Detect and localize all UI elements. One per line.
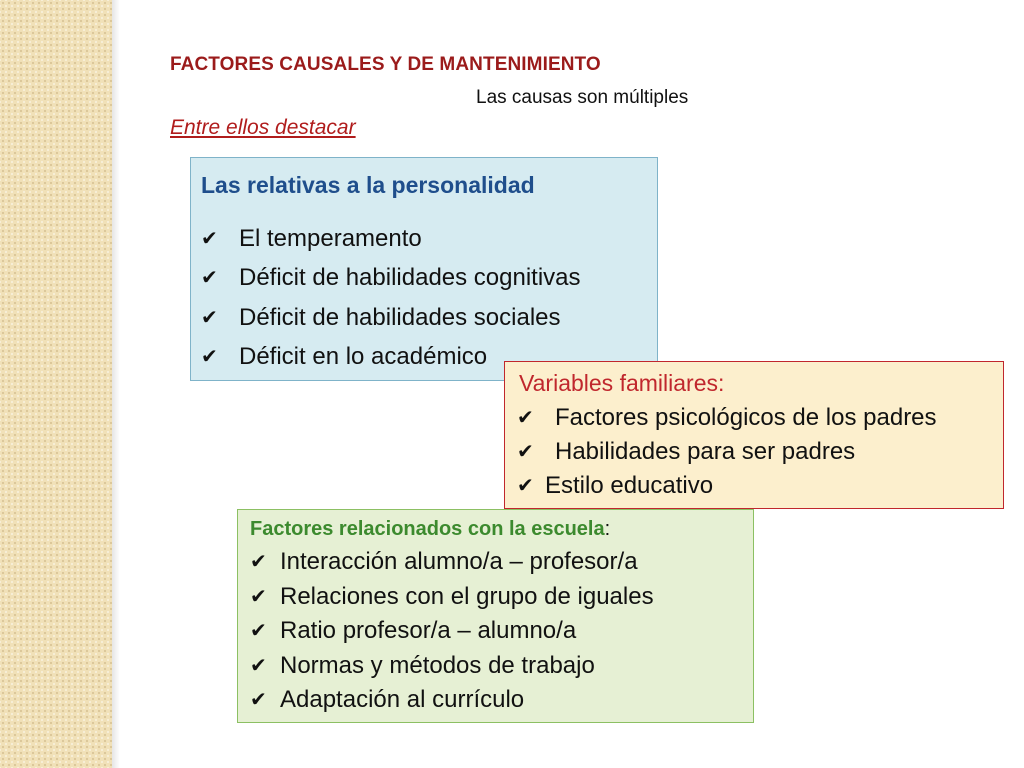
slide-subtitle: Las causas son múltiples (476, 87, 689, 108)
list-item (250, 545, 743, 580)
list-item (250, 614, 743, 649)
personality-factors-box (190, 157, 658, 381)
check-icon: ✔ (250, 689, 267, 712)
list-item (250, 649, 743, 684)
list-item-label: Relaciones con el grupo de iguales (280, 582, 654, 610)
decorative-side-strip (0, 0, 112, 768)
list-item-label: El temperamento (239, 224, 422, 252)
check-icon: ✔ (250, 585, 267, 608)
list-item (517, 469, 993, 503)
check-icon: ✔ (201, 346, 218, 369)
list-item (201, 259, 647, 299)
family-heading: Variables familiares: (519, 370, 725, 396)
list-item-label: Estilo educativo (545, 472, 714, 499)
list-item-label: Déficit de habilidades cognitivas (239, 264, 581, 292)
family-variables-box (504, 361, 1004, 509)
personality-list (201, 219, 647, 377)
list-item (250, 683, 743, 718)
check-icon: ✔ (517, 475, 534, 497)
personality-heading: Las relativas a la personalidad (201, 172, 535, 198)
list-item (517, 401, 993, 435)
check-icon: ✔ (250, 620, 267, 643)
list-item-label: Factores psicológicos de los padres (555, 404, 937, 431)
check-icon: ✔ (250, 654, 267, 677)
school-list (250, 545, 743, 718)
check-icon: ✔ (201, 306, 218, 329)
list-item (201, 298, 647, 338)
check-icon: ✔ (201, 227, 218, 250)
school-heading-suffix: : (604, 518, 611, 540)
school-heading (250, 518, 743, 541)
school-factors-box (237, 509, 754, 723)
check-icon: ✔ (201, 267, 218, 290)
check-icon: ✔ (517, 441, 534, 463)
school-heading-text: Factores relacionados con la escuela (250, 518, 605, 540)
intro-text: Entre ellos destacar (170, 116, 356, 139)
list-item-label: Adaptación al currículo (280, 686, 525, 714)
slide-title: FACTORES CAUSALES Y DE MANTENIMIENTO (170, 54, 601, 75)
list-item-label: Normas y métodos de trabajo (280, 651, 595, 679)
family-list (517, 401, 993, 503)
check-icon: ✔ (250, 551, 267, 574)
list-item-label: Déficit de habilidades sociales (239, 303, 561, 331)
list-item-label: Habilidades para ser padres (555, 438, 856, 465)
list-item-label: Déficit en lo académico (239, 343, 488, 371)
list-item (517, 435, 993, 469)
side-strip-shadow (112, 0, 120, 768)
list-item-label: Ratio profesor/a – alumno/a (280, 617, 577, 645)
list-item (250, 580, 743, 615)
list-item (201, 219, 647, 259)
list-item-label: Interacción alumno/a – profesor/a (280, 548, 638, 576)
check-icon: ✔ (517, 407, 534, 429)
